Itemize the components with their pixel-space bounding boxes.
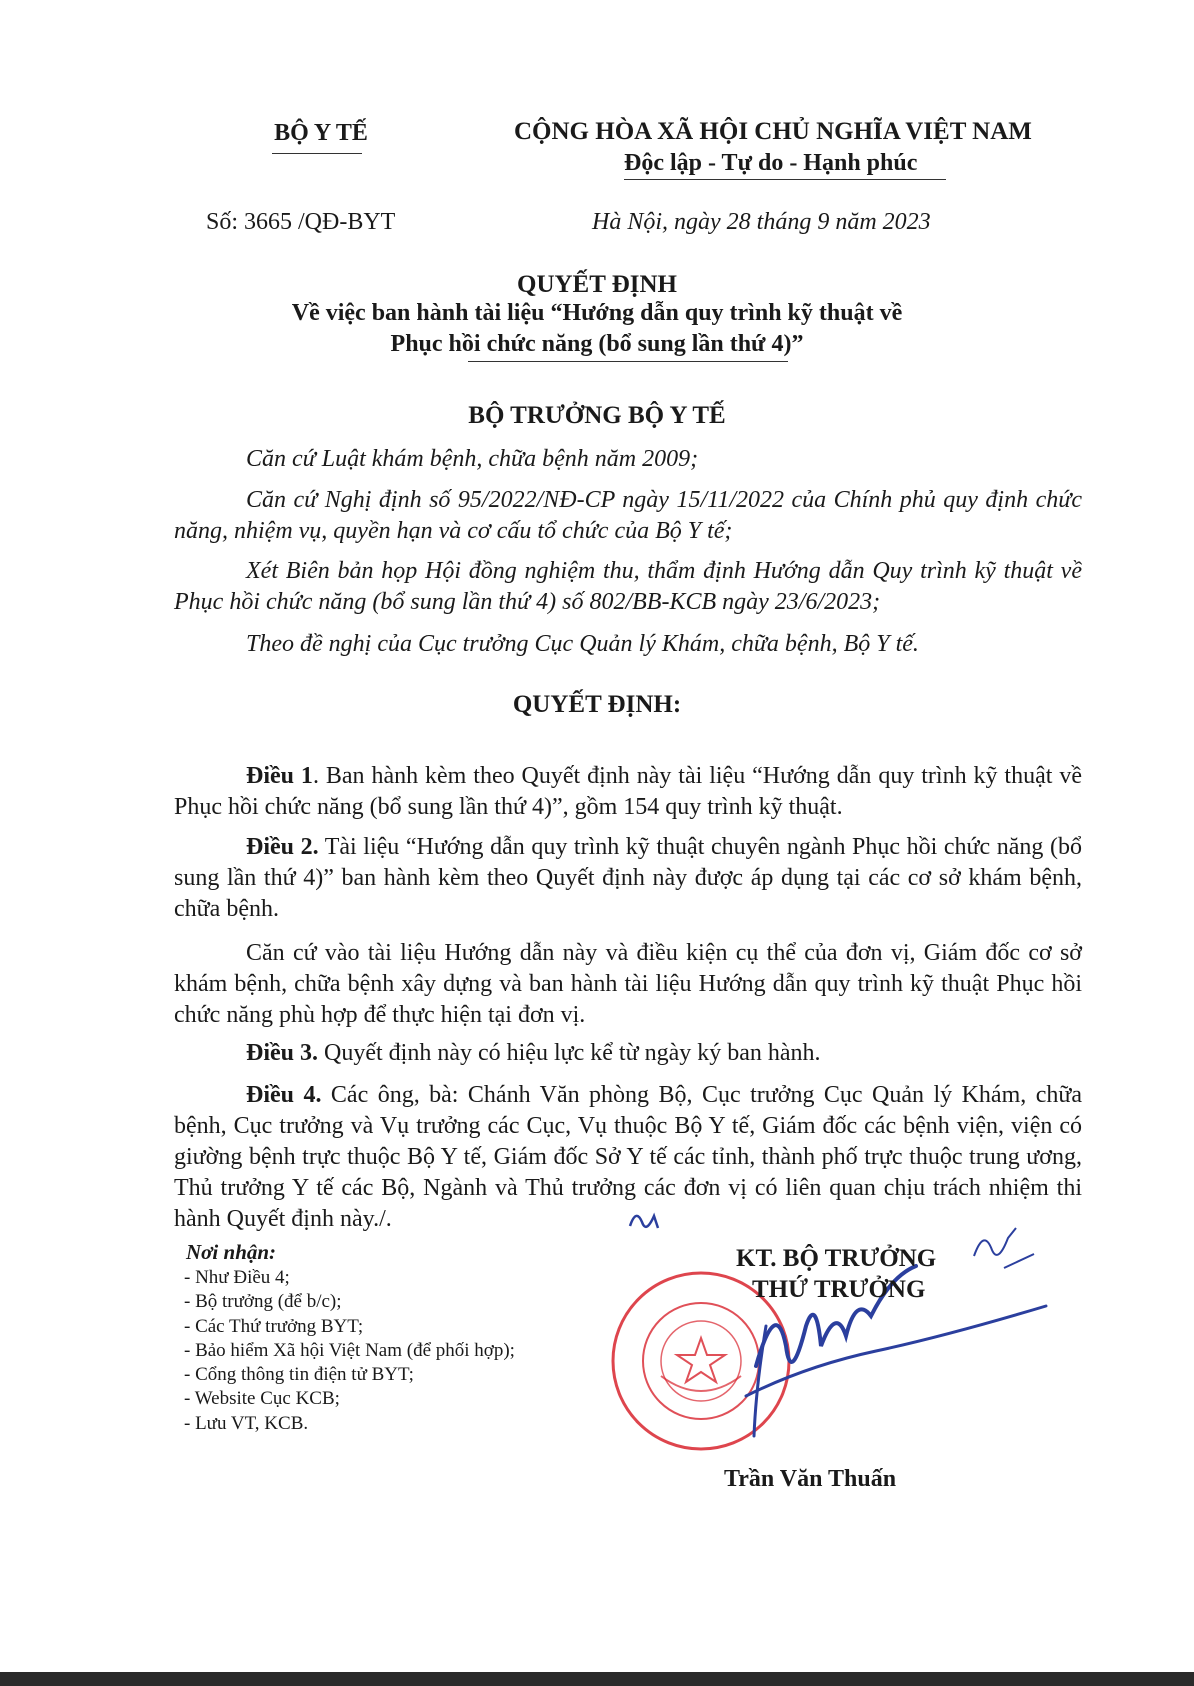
- recipient-item: - Như Điều 4;: [184, 1267, 290, 1288]
- signer-title: THỨ TRƯỞNG: [752, 1276, 926, 1303]
- signer-authority: KT. BỘ TRƯỞNG: [736, 1245, 937, 1272]
- recipient-item: - Bộ trưởng (để b/c);: [184, 1291, 342, 1313]
- decision-subject-line-1: Về việc ban hành tài liệu “Hướng dẫn quy trình kỹ thuật về: [291, 300, 903, 326]
- place-date: Hà Nội, ngày 28 tháng 9 năm 2023: [592, 209, 931, 235]
- article-3: [174, 1038, 1082, 1069]
- signer-name: Trần Văn Thuấn: [724, 1466, 897, 1492]
- article-1: [174, 761, 1082, 823]
- recipient-item: - Các Thứ trưởng BYT;: [184, 1315, 364, 1337]
- recipients-heading: Nơi nhận:: [186, 1240, 277, 1264]
- preamble-proposal: Theo đề nghị của Cục trưởng Cục Quản lý Khám, chữa bệnh, Bộ Y tế.: [246, 631, 919, 657]
- issuing-organization: BỘ Y TẾ: [274, 120, 368, 146]
- authority-heading: BỘ TRƯỞNG BỘ Y TẾ: [468, 402, 726, 429]
- subject-underline: [468, 361, 788, 362]
- national-motto: Độc lập - Tự do - Hạnh phúc: [624, 150, 918, 176]
- article-2-label: Điều 2.: [246, 834, 319, 860]
- article-2-extra: Căn cứ vào tài liệu Hướng dẫn này và điều kiện cụ thể của đơn vị, Giám đốc cơ sở khám bệnh, chữa bệnh xây dựng và ban hành tài liệu Hướng dẫn quy trình kỹ thuật Phục hồi chức năng phù hợp để thực hiện tại đơn vị.: [174, 940, 1082, 1028]
- motto-underline: [624, 179, 946, 180]
- recipients-list: [184, 1266, 515, 1436]
- preamble-minutes: Xét Biên bản họp Hội đồng nghiệm thu, thẩm định Hướng dẫn Quy trình kỹ thuật về Phục hồi chức năng (bổ sung lần thứ 4) số 802/BB-KCB ngày 23/6/2023;: [174, 558, 1082, 615]
- preamble-decree: Căn cứ Nghị định số 95/2022/NĐ-CP ngày 15/11/2022 của Chính phủ quy định chức năng, nhiệm vụ, quyền hạn và cơ cấu tổ chức của Bộ Y tế;: [174, 487, 1082, 544]
- recipient-item: - Website Cục KCB;: [184, 1388, 340, 1410]
- page-bottom-edge: [0, 1672, 1194, 1686]
- article-2: [174, 832, 1082, 925]
- decision-title: QUYẾT ĐỊNH: [517, 271, 677, 298]
- article-1-text: . Ban hành kèm theo Quyết định này tài liệu “Hướng dẫn quy trình kỹ thuật về Phục hồi chức năng (bổ sung lần thứ 4)”, gồm 154 quy trình kỹ thuật.: [174, 763, 1082, 820]
- national-title: CỘNG HÒA XÃ HỘI CHỦ NGHĨA VIỆT NAM: [514, 118, 1032, 145]
- recipient-item: - Cổng thông tin điện tử BYT;: [184, 1364, 414, 1386]
- article-3-text: Quyết định này có hiệu lực kể từ ngày ký ban hành.: [318, 1040, 821, 1066]
- decision-subject-line-2: Phục hồi chức năng (bổ sung lần thứ 4)”: [390, 331, 804, 357]
- org-underline: [272, 153, 362, 154]
- decided-heading: QUYẾT ĐỊNH:: [512, 691, 682, 718]
- article-4-text: Các ông, bà: Chánh Văn phòng Bộ, Cục trưởng Cục Quản lý Khám, chữa bệnh, Cục trưởng và Vụ trưởng các Cục, Vụ thuộc Bộ Y tế, Giám đốc các bệnh viện, viện có giường bệnh trực thuộc Bộ Y tế, Giám đốc Sở Y tế các tỉnh, thành phố trực thuộc trung ương, Thủ trưởng Y tế các Bộ, Ngành và Thủ trưởng các đơn vị có liên quan chịu trách nhiệm thi hành Quyết định này./.: [174, 1082, 1083, 1232]
- article-4-label: Điều 4.: [246, 1082, 322, 1108]
- preamble-law: Căn cứ Luật khám bệnh, chữa bệnh năm 2009;: [246, 446, 699, 472]
- article-2-text: Tài liệu “Hướng dẫn quy trình kỹ thuật chuyên ngành Phục hồi chức năng (bổ sung lần thứ 4)” ban hành kèm theo Quyết định này được áp dụng tại các cơ sở khám bệnh, chữa bệnh.: [174, 834, 1082, 922]
- document-number: Số: 3665 /QĐ-BYT: [206, 209, 396, 235]
- article-3-label: Điều 3.: [246, 1040, 318, 1066]
- recipient-item: - Bảo hiểm Xã hội Việt Nam (để phối hợp);: [184, 1339, 515, 1361]
- article-1-label: Điều 1: [246, 763, 313, 789]
- recipient-item: - Lưu VT, KCB.: [184, 1412, 309, 1434]
